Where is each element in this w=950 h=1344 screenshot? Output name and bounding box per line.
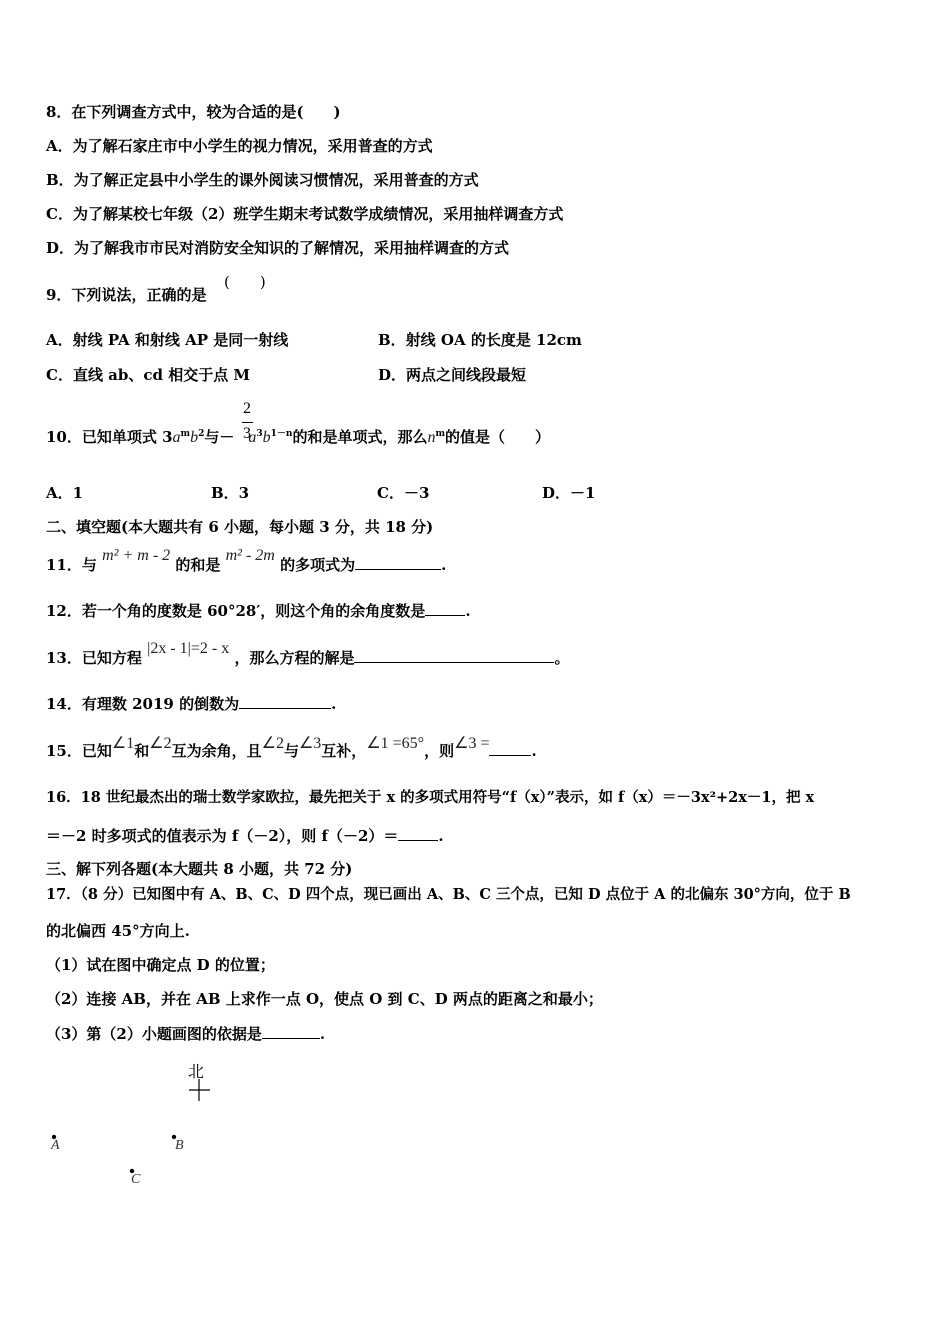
q15-stem: 15．已知∠1和∠2互为余角，且∠2与∠3互补，∠1 =65°，则∠3 = .	[46, 735, 537, 760]
q11-stem: 11．与 m² + m - 2 的和是 m² - 2m 的多项式为 .	[46, 547, 447, 574]
q9-option-c: C．直线 ab、cd 相交于点 M	[46, 366, 251, 384]
q8-option-c: C．为了解某校七年级（2）班学生期末考试数学成绩情况，采用抽样调查方式	[46, 205, 564, 223]
q8-option-d: D．为了解我市市民对消防安全知识的了解情况，采用抽样调查的方式	[46, 239, 510, 257]
q17-sub1: （1）试在图中确定点 D 的位置；	[46, 956, 275, 974]
q10-fraction-denominator: 3	[243, 425, 251, 442]
q17-line1: 17．（8 分）已知图中有 A、B、C、D 四个点，现已画出 A、B、C 三个点，已知 D 点位于 A 的北偏东 30°方向，位于 B	[46, 886, 851, 903]
q16-line1: 16．18 世纪最杰出的瑞士数学家欧拉，最先把关于 x 的多项式用符号“f（x）”表示，如 f（x）＝－3x²+2x－1，把 x	[46, 789, 815, 806]
q10-option-b: B．3	[211, 484, 250, 502]
q10-stem: 10．已知单项式 $3a^mb^2$与－ $a^3b^{1-n}$的和是单项式，那么$n^m$的值是（ ）	[46, 428, 550, 446]
q8-option-a: A．为了解石家庄市中小学生的视力情况，采用普查的方式	[46, 137, 433, 155]
q9-stem: 9．下列说法，正确的是	[46, 286, 207, 304]
q16-blank[interactable]	[398, 826, 438, 841]
q10-option-c: C．－3	[377, 484, 430, 502]
q8-option-b: B．为了解正定县中小学生的课外阅读习惯情况，采用普查的方式	[46, 171, 479, 189]
q10-option-a: A．1	[46, 484, 84, 502]
north-label: 北	[188, 1062, 205, 1081]
section-3-heading: 三、解下列各题(本大题共 8 小题，共 72 分)	[46, 860, 353, 878]
q10-fraction-numerator: 2	[243, 400, 251, 417]
q10-fraction-bar	[242, 422, 253, 423]
section-2-heading: 二、填空题(本大题共有 6 小题，每小题 3 分，共 18 分)	[46, 518, 434, 536]
q9-option-a: A．射线 PA 和射线 AP 是同一射线	[46, 331, 289, 349]
q16-line2: ＝－2 时多项式的值表示为 f（－2），则 f（－2）＝ .	[46, 827, 444, 845]
q17-blank[interactable]	[262, 1024, 320, 1039]
point-b-label: B	[175, 1138, 184, 1153]
q17-line2: 的北偏西 45°方向上.	[46, 922, 190, 940]
q12-blank[interactable]	[425, 601, 465, 616]
point-a-label: A	[51, 1138, 60, 1153]
q10-option-d: D．－1	[542, 484, 596, 502]
q9-option-b: B．射线 OA 的长度是 12cm	[378, 331, 582, 349]
q15-blank[interactable]	[489, 741, 531, 756]
q9-option-d: D．两点之间线段最短	[378, 366, 527, 384]
q12-stem: 12．若一个角的度数是 60°28′，则这个角的余角度数是 .	[46, 602, 471, 620]
q8-stem: 8．在下列调查方式中，较为合适的是( )	[46, 103, 341, 121]
q13-stem: 13．已知方程 |2x - 1|=2 - x ，那么方程的解是 。	[46, 640, 570, 667]
q14-blank[interactable]	[239, 694, 331, 709]
q9-paren: ( )	[224, 273, 266, 291]
q11-blank[interactable]	[355, 555, 441, 570]
point-c-label: C	[131, 1172, 141, 1187]
q14-stem: 14．有理数 2019 的倒数为 .	[46, 695, 337, 713]
q13-blank[interactable]	[354, 648, 554, 663]
q17-sub2: （2）连接 AB，并在 AB 上求作一点 O，使点 O 到 C、D 两点的距离之和最小；	[46, 990, 603, 1008]
q17-sub3: （3）第（2）小题画图的依据是 .	[46, 1025, 326, 1043]
